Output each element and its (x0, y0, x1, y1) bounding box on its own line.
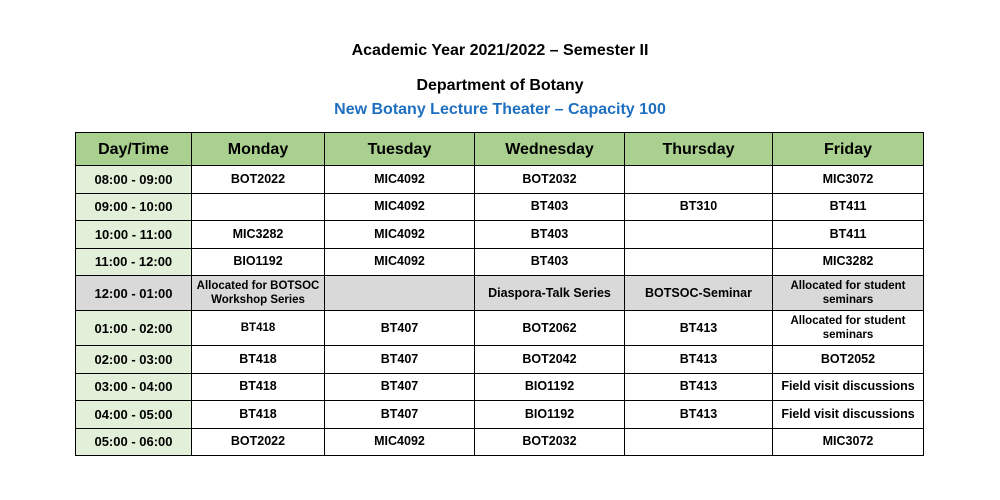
header-row (76, 133, 924, 166)
cell-thursday: BT413 (625, 346, 773, 374)
cell-thursday (625, 166, 773, 194)
table-row (76, 193, 924, 221)
cell-thursday: BT413 (625, 311, 773, 346)
cell-monday: BT418 (192, 311, 325, 346)
cell-friday: Allocated for student seminars (773, 276, 924, 311)
table-row (76, 276, 924, 311)
cell-wednesday: BOT2032 (475, 428, 625, 456)
cell-monday: BT418 (192, 401, 325, 429)
cell-friday: Field visit discussions (773, 373, 924, 401)
cell-tuesday: MIC4092 (325, 221, 475, 249)
time-slot-cell: 05:00 - 06:00 (76, 428, 192, 456)
cell-friday: MIC3072 (773, 428, 924, 456)
cell-wednesday: BIO1192 (475, 373, 625, 401)
cell-wednesday: BT403 (475, 193, 625, 221)
cell-friday: Allocated for student seminars (773, 311, 924, 346)
cell-wednesday: BOT2032 (475, 166, 625, 194)
cell-monday: BT418 (192, 373, 325, 401)
time-slot-cell: 09:00 - 10:00 (76, 193, 192, 221)
timetable (75, 132, 924, 456)
cell-tuesday: BT407 (325, 401, 475, 429)
time-slot-cell: 03:00 - 04:00 (76, 373, 192, 401)
table-row (76, 346, 924, 374)
time-slot-cell: 10:00 - 11:00 (76, 221, 192, 249)
cell-monday: BOT2022 (192, 428, 325, 456)
cell-friday: BT411 (773, 193, 924, 221)
cell-friday: Field visit discussions (773, 401, 924, 429)
cell-thursday: BT413 (625, 401, 773, 429)
cell-thursday: BT413 (625, 373, 773, 401)
table-row (76, 166, 924, 194)
time-slot-cell: 12:00 - 01:00 (76, 276, 192, 311)
cell-tuesday: BT407 (325, 346, 475, 374)
time-slot-cell: 08:00 - 09:00 (76, 166, 192, 194)
time-slot-cell: 01:00 - 02:00 (76, 311, 192, 346)
cell-friday: MIC3282 (773, 248, 924, 276)
department-title: Department of Botany (416, 77, 584, 94)
cell-tuesday: BT407 (325, 311, 475, 346)
cell-thursday (625, 428, 773, 456)
table-row (76, 311, 924, 346)
header-day-time: Day/Time (76, 133, 192, 166)
header-tuesday: Tuesday (325, 133, 475, 166)
cell-monday: BT418 (192, 346, 325, 374)
cell-thursday (625, 248, 773, 276)
time-slot-cell: 11:00 - 12:00 (76, 248, 192, 276)
cell-monday: MIC3282 (192, 221, 325, 249)
cell-tuesday (325, 276, 475, 311)
venue-title: New Botany Lecture Theater – Capacity 100 (334, 101, 666, 118)
cell-monday: Allocated for BOTSOC Workshop Series (192, 276, 325, 311)
table-row (76, 221, 924, 249)
table-row (76, 401, 924, 429)
cell-monday (192, 193, 325, 221)
cell-wednesday: BT403 (475, 221, 625, 249)
cell-thursday: BOTSOC-Seminar (625, 276, 773, 311)
header-thursday: Thursday (625, 133, 773, 166)
cell-tuesday: BT407 (325, 373, 475, 401)
cell-thursday (625, 221, 773, 249)
header-monday: Monday (192, 133, 325, 166)
cell-wednesday: BT403 (475, 248, 625, 276)
cell-monday: BOT2022 (192, 166, 325, 194)
cell-friday: MIC3072 (773, 166, 924, 194)
cell-wednesday: BOT2042 (475, 346, 625, 374)
cell-wednesday: BOT2062 (475, 311, 625, 346)
cell-friday: BT411 (773, 221, 924, 249)
cell-tuesday: MIC4092 (325, 166, 475, 194)
academic-year-title: Academic Year 2021/2022 – Semester II (351, 42, 649, 59)
header-wednesday: Wednesday (475, 133, 625, 166)
table-row (76, 373, 924, 401)
cell-wednesday: BIO1192 (475, 401, 625, 429)
time-slot-cell: 04:00 - 05:00 (76, 401, 192, 429)
header-friday: Friday (773, 133, 924, 166)
cell-wednesday: Diaspora-Talk Series (475, 276, 625, 311)
table-row (76, 248, 924, 276)
cell-tuesday: MIC4092 (325, 193, 475, 221)
table-row (76, 428, 924, 456)
cell-monday: BIO1192 (192, 248, 325, 276)
cell-thursday: BT310 (625, 193, 773, 221)
cell-friday: BOT2052 (773, 346, 924, 374)
time-slot-cell: 02:00 - 03:00 (76, 346, 192, 374)
cell-tuesday: MIC4092 (325, 428, 475, 456)
cell-tuesday: MIC4092 (325, 248, 475, 276)
